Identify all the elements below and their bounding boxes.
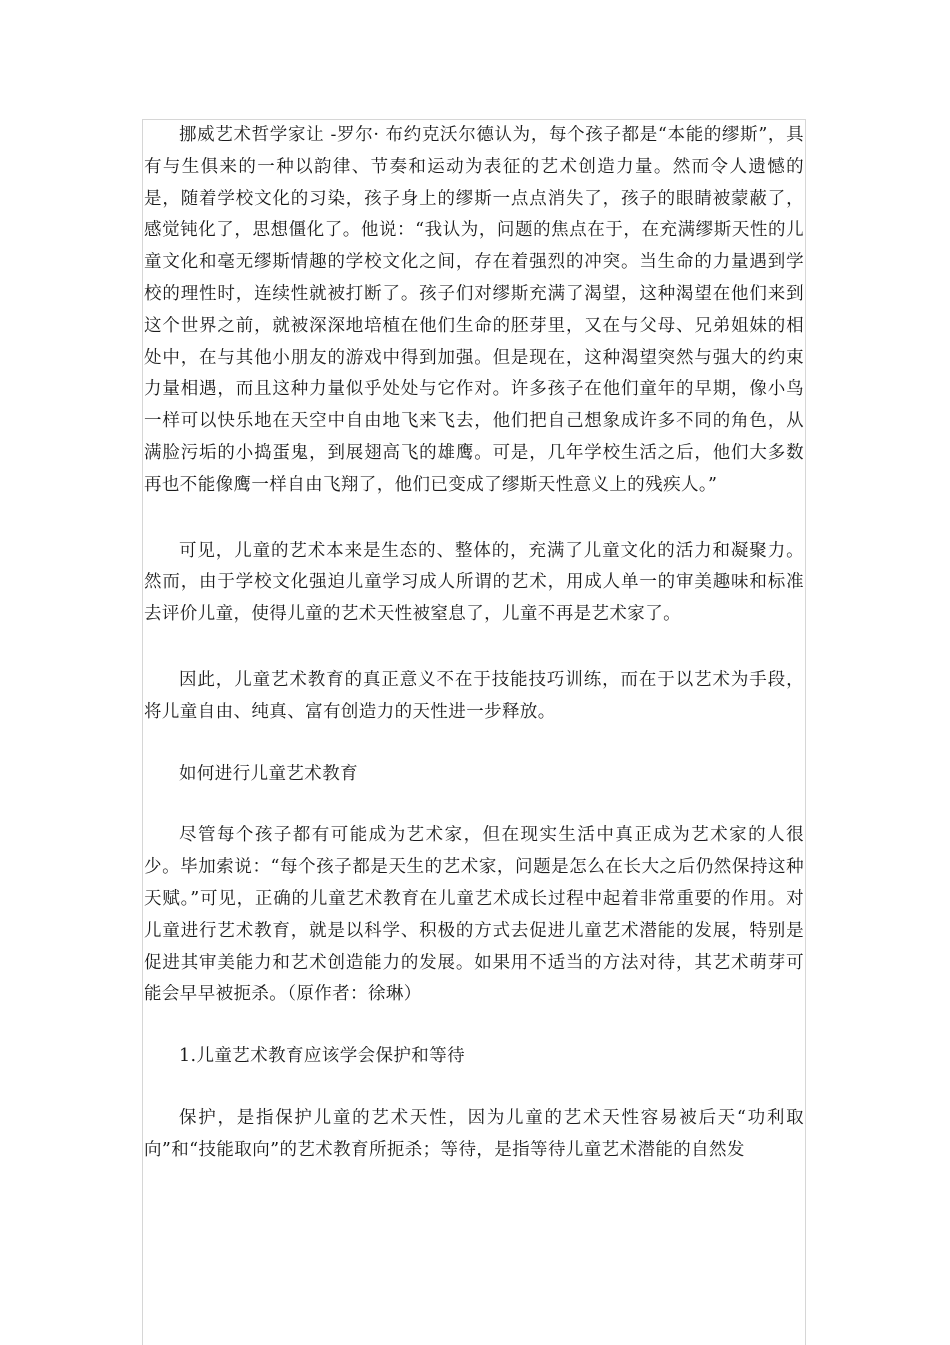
section-heading: 如何进行儿童艺术教育 bbox=[179, 763, 358, 784]
document-body bbox=[144, 120, 804, 1167]
paragraph-quote: 挪威艺术哲学家让 -罗尔· 布约克沃尔德认为，每个孩子都是“本能的缪斯”，具有与生俱来的一种以韵律、节奏和运动为表征的艺术创造力量。然而令人遗憾的是，随着学校文化的习染，孩子身上的缪斯一点点消失了，孩子的眼睛被蒙蔽了，感觉钝化了，思想僵化了。他说：“我认为，问题的焦点在于，在充满缪斯天性的儿童文化和毫无缪斯情趣的学校文化之间，存在着强烈的冲突。当生命的力量遇到学校的理性时，连续性就被打断了。孩子们对缪斯充满了渴望，这种渴望在他们来到这个世界之前，就被深深地培植在他们生命的胚芽里，又在与父母、兄弟姐妹的相处中，在与其他小朋友的游戏中得到加强。但是现在，这种渴望突然与强大的约束力量相遇，而且这种力量似乎处处与它作对。许多孩子在他们童年的早期，像小鸟一样可以快乐地在天空中自由地飞来飞去，他们把自己想象成许多不同的角色，从满脸污垢的小捣蛋鬼，到展翅高飞的雄鹰。可是，几年学校生活之后，他们大多数再也不能像鹰一样自由飞翔了，他们已变成了缪斯天性意义上的残疾人。” bbox=[144, 125, 804, 495]
paragraph-picasso: 尽管每个孩子都有可能成为艺术家，但在现实生活中真正成为艺术家的人很少。毕加索说：“每个孩子都是天生的艺术家，问题是怎么在长大之后仍然保持这种天赋。”可见，正确的儿童艺术教育在儿童艺术成长过程中起着非常重要的作用。对儿童进行艺术教育，就是以科学、积极的方式去促进儿童艺术潜能的发展，特别是促进其审美能力和艺术创造能力的发展。如果用不适当的方法对待，其艺术萌芽可能会早早被扼杀。（原作者：徐琳） bbox=[144, 825, 804, 1005]
paragraph-protect-wait: 保护，是指保护儿童的艺术天性，因为儿童的艺术天性容易被后天“功利取向”和“技能取向”的艺术教育所扼杀；等待，是指等待儿童艺术潜能的自然发 bbox=[144, 1107, 804, 1160]
paragraph-conclusion: 可见，儿童的艺术本来是生态的、整体的，充满了儿童文化的活力和凝聚力。然而，由于学校文化强迫儿童学习成人所谓的艺术，用成人单一的审美趣味和标准去评价儿童，使得儿童的艺术天性被窒息了，儿童不再是艺术家了。 bbox=[144, 540, 804, 625]
subsection-heading: 1.儿童艺术教育应该学会保护和等待 bbox=[179, 1046, 465, 1067]
paragraph-meaning: 因此，儿童艺术教育的真正意义不在于技能技巧训练，而在于以艺术为手段，将儿童自由、纯真、富有创造力的天性进一步释放。 bbox=[144, 669, 804, 722]
